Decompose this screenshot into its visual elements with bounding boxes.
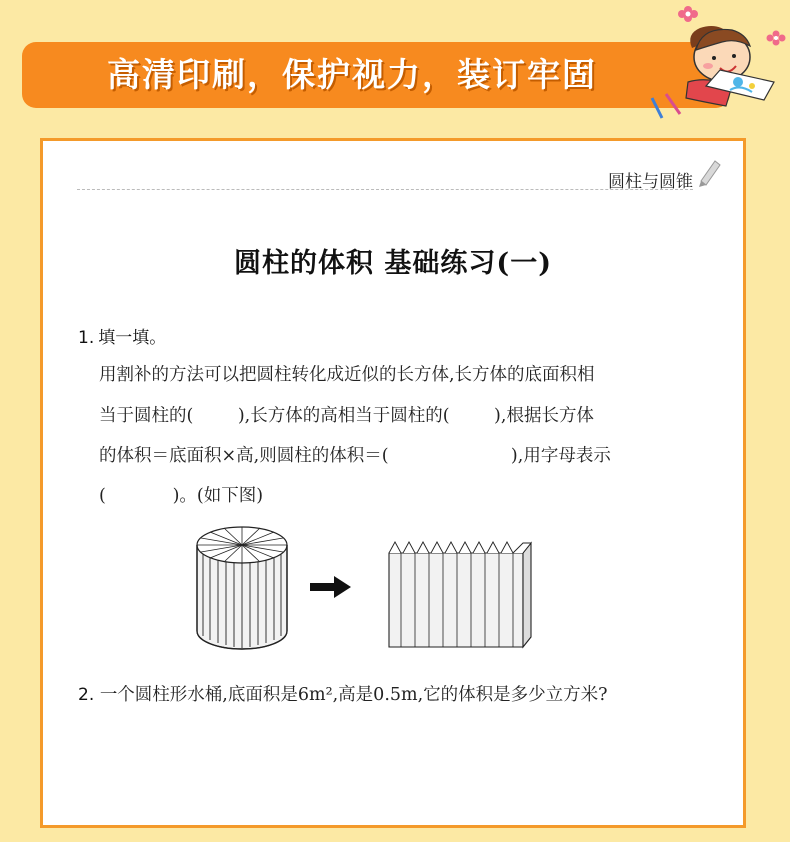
flower-icon [767,31,786,46]
question-1-line: 用割补的方法可以把圆柱转化成近似的长方体,长方体的底面积相 [99,365,595,385]
child-drawing-illustration [640,2,788,120]
question-2-text: 一个圆柱形水桶,底面积是6m²,高是0.5m,它的体积是多少立方米? [99,685,608,705]
approximate-cuboid-drawing [389,542,531,647]
question-number: 1. [78,328,95,348]
question-2 [78,681,608,706]
header-divider [77,189,693,190]
banner [22,42,730,108]
pencil-icon [695,157,721,187]
banner-title: 高清印刷，保护视力，装订牢固 [107,55,597,94]
question-number: 2. [78,685,95,705]
flower-icon [678,6,698,22]
chapter-label: 圆柱与圆锥 [608,172,693,192]
question-1-heading [78,323,166,348]
question-1-line: 的体积＝底面积×高,则圆柱的体积＝( ),用字母表示 [99,446,611,466]
arrow-right-icon [310,576,351,598]
question-1-line: ( )。(如下图) [99,486,264,506]
worksheet-page [40,138,746,828]
question-heading-text: 填一填。 [98,328,167,348]
question-1-line: 当于圆柱的( ),长方体的高相当于圆柱的( ),根据长方体 [99,406,594,426]
page-title: 圆柱的体积 基础练习(一) [234,248,552,279]
cylinder-to-cuboid-figure [193,523,533,653]
sliced-cylinder-drawing [197,527,287,649]
